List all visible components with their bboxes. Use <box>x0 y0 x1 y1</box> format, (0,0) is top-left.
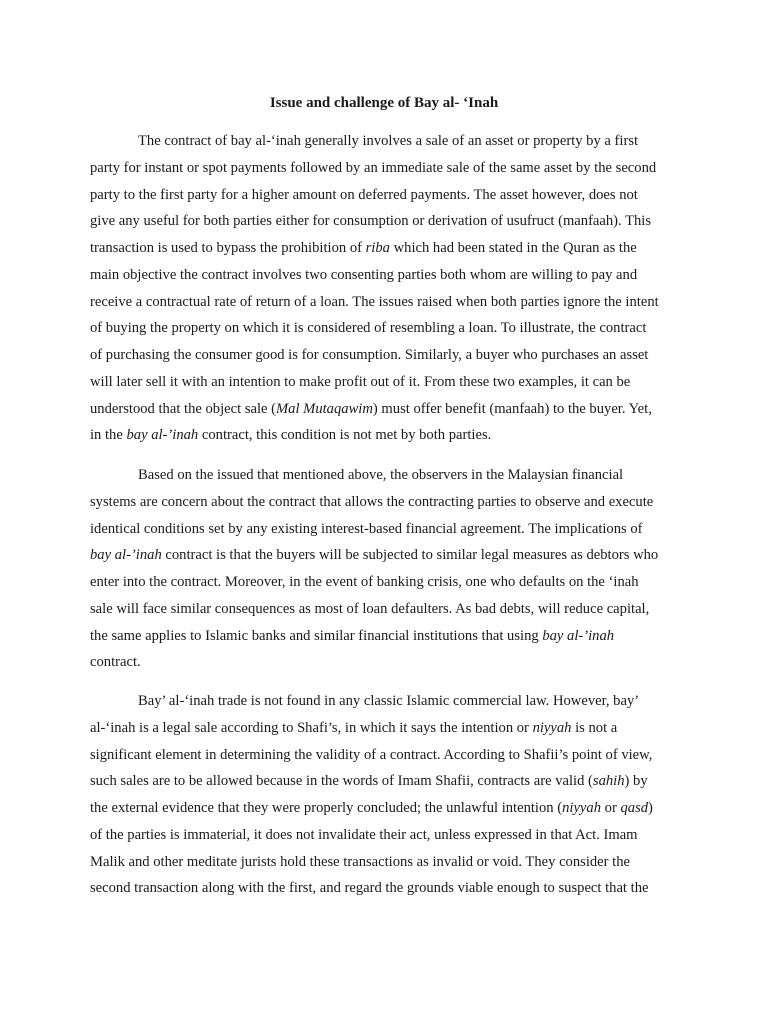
text-run: ) <box>648 800 653 816</box>
text-run: main objective the contract involves two consenting parties both whom are willing to pay and <box>90 266 638 283</box>
text-line <box>90 542 680 569</box>
document-title: Issue and challenge of Bay al- ‘Inah <box>269 95 499 111</box>
text-run: Malik and other meditate jurists hold these transactions as invalid or void. They consider the <box>90 853 630 870</box>
text-run: contract is that the buyers will be subjected to similar legal measures as debtors who <box>161 547 659 564</box>
text-line <box>90 768 680 795</box>
text-run: ) must offer benefit (manfaah) to the buyer. Yet, <box>372 400 652 417</box>
text-run: receive a contractual rate of return of a loan. The issues raised when both parties ignore the intent <box>90 293 659 310</box>
text-run: systems are concern about the contract that allows the contracting parties to observe and execute <box>90 493 654 510</box>
text-run: give any useful for both parties either for consumption or derivation of usufruct (manfaah). This <box>90 213 652 230</box>
text-run: ) by <box>624 773 648 790</box>
text-run: significant element in determining the validity of a contract. According to Shafii’s point of view, <box>90 746 653 763</box>
italic-term: sahih <box>592 773 625 790</box>
text-run: of purchasing the consumer good is for consumption. Similarly, a buyer who purchases an asset <box>90 347 649 363</box>
text-run: The contract of bay al-‘inah generally involves a sale of an asset or property by a first <box>138 133 639 149</box>
text-line <box>90 235 680 262</box>
italic-term: Mal Mutaqawim <box>276 400 373 417</box>
text-run: al-‘inah is a legal sale according to Shafi’s, in which it says the intention or <box>90 719 533 736</box>
text-line <box>90 596 680 623</box>
italic-term: riba <box>365 240 390 256</box>
text-run: of buying the property on which it is considered of resembling a loan. To illustrate, the contract <box>90 320 647 337</box>
text-run: sale will face similar consequences as most of loan defaulters. As bad debts, will reduce capital, <box>90 600 650 617</box>
text-run: identical conditions set by any existing interest-based financial agreement. The implications of <box>90 520 643 537</box>
text-line <box>90 849 680 876</box>
text-line <box>90 822 680 849</box>
text-line <box>90 262 680 289</box>
paragraph-3 <box>90 688 680 902</box>
text-line <box>90 289 680 316</box>
italic-term: qasd <box>620 800 649 816</box>
italic-term: bay al-’inah <box>542 627 615 644</box>
italic-term: niyyah <box>562 800 601 816</box>
paragraph-1 <box>90 128 680 449</box>
text-run: in the <box>90 427 127 444</box>
text-line <box>90 715 680 742</box>
text-line <box>90 742 680 769</box>
text-run: such sales are to be allowed because in the words of Imam Shafii, contracts are valid ( <box>90 773 593 790</box>
text-run: the external evidence that they were properly concluded; the unlawful intention ( <box>90 800 563 816</box>
text-line <box>90 342 680 369</box>
text-run: second transaction along with the first, and regard the grounds viable enough to suspect that the <box>90 880 649 897</box>
text-run: of the parties is immaterial, it does not invalidate their act, unless expressed in that Act. Imam <box>90 826 638 843</box>
text-line <box>90 155 680 182</box>
text-run: party for instant or spot payments followed by an immediate sale of the same asset by the second <box>90 159 657 176</box>
text-line <box>90 649 680 676</box>
text-line <box>90 208 680 235</box>
text-line <box>90 369 680 396</box>
text-line <box>90 489 680 516</box>
text-run: enter into the contract. Moreover, in the event of banking crisis, one who defaults on the ‘inah <box>90 574 639 590</box>
text-run: which had been stated in the Quran as the <box>389 240 637 256</box>
italic-term: bay al-’inah <box>126 427 199 444</box>
text-line <box>90 422 680 449</box>
text-run: Based on the issued that mentioned above, the observers in the Malaysian financial <box>138 467 624 483</box>
text-line <box>90 182 680 209</box>
text-run: contract, this condition is not met by both parties. <box>198 427 492 444</box>
text-line <box>90 795 680 822</box>
text-run: understood that the object sale ( <box>90 400 277 417</box>
text-line <box>90 875 680 902</box>
text-line <box>90 623 680 650</box>
text-line <box>90 688 680 715</box>
text-run: or <box>601 800 621 816</box>
text-line <box>90 516 680 543</box>
text-run: party to the first party for a higher amount on deferred payments. The asset however, does not <box>90 186 638 203</box>
text-run: is not a <box>571 719 618 736</box>
italic-term: bay al-’inah <box>90 547 162 564</box>
text-run: transaction is used to bypass the prohibition of <box>90 240 366 256</box>
text-run: will later sell it with an intention to make profit out of it. From these two examples, it can be <box>90 373 631 390</box>
text-run: contract. <box>90 654 141 671</box>
text-line <box>90 315 680 342</box>
text-line <box>90 569 680 596</box>
italic-term: niyyah <box>532 719 572 736</box>
text-line <box>90 128 680 155</box>
text-line <box>90 396 680 423</box>
text-run: the same applies to Islamic banks and similar financial institutions that using <box>90 627 543 644</box>
text-line <box>90 462 680 489</box>
text-run: Bay’ al-‘inah trade is not found in any classic Islamic commercial law. However, bay’ <box>138 693 640 709</box>
paragraph-2 <box>90 462 680 676</box>
